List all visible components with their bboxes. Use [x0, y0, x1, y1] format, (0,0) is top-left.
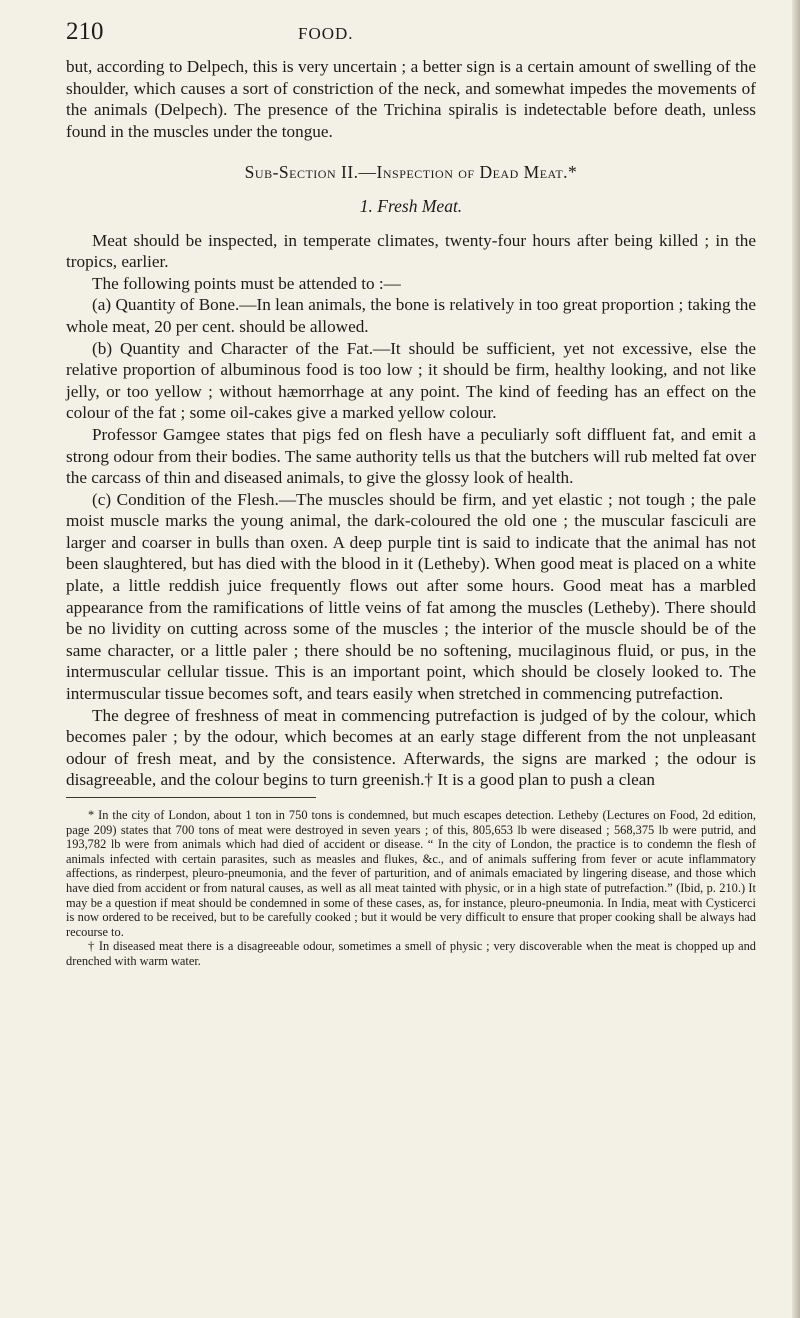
- footnote-rule: [66, 797, 316, 798]
- footnote: * In the city of London, about 1 ton in 750 tons is condemned, but much escapes detection. Letheby (Lectures on Food, 2d edition, page 209) states that 700 tons of meat were destroyed in seven years ; of this, 805,653 lb were diseased ; 568,375 lb were putrid, and 193,782 lb were from animals which had died of accident or disease. “ In the city of London, the practice is to condemn the flesh of animals infected with certain parasites, such as measles and flukes, &c., and of animals suffering from fever or acute inflammatory affections, as rinderpest, pleuro-pneumonia, and the fever of parturition, and of animals emaciated by lingering disease, and those which have died from accident or from natural causes, as well as all meat tainted with physic, or in a high state of putrefaction.” (Ibid, p. 210.) It may be a question if meat should be condemned in some of these cases, as, for instance, pleuro-pneumonia. In India, meat with Cysticerci is now ordered to be received, but to be carefully cooked ; but it would be very difficult to ensure that proper cooking shall be always had recourse to.: [66, 808, 756, 939]
- paragraph: Professor Gamgee states that pigs fed on flesh have a peculiarly soft diffluent fat, and emit a strong odour from their bodies. The same authority tells us that the butchers will rub melted fat over the carcass of thin and diseased animals, to give the glossy look of health.: [66, 424, 756, 488]
- paragraph: The following points must be attended to :—: [92, 273, 401, 293]
- paragraph-continued: but, according to Delpech, this is very uncertain ; a better sign is a certain amount of swelling of the shoulder, which causes a sort of constriction of the neck, and somewhat impedes the movements of the animals (Delpech). The presence of the Trichina spiralis is indetectable before death, unless found in the muscles under the tongue.: [66, 57, 756, 141]
- paragraph: (b) Quantity and Character of the Fat.—It should be sufficient, yet not excessive, else the relative proportion of albuminous food is too low ; it should be firm, healthy looking, and not like jelly, or too yellow ; without hæmorrhage at any point. The kind of feeding has an effect on the colour of the fat ; some oil-cakes give a marked yellow colour.: [66, 338, 756, 423]
- section-heading: Sub-Section II.—Inspection of Dead Meat.*: [244, 162, 578, 183]
- body-text: [66, 56, 756, 791]
- footnote: † In diseased meat there is a disagreeable odour, sometimes a smell of physic ; very discoverable when the meat is chopped up and drenched with warm water.: [66, 939, 756, 968]
- footnotes: [66, 808, 756, 969]
- paragraph: (c) Condition of the Flesh.—The muscles should be firm, and yet elastic ; not tough ; the pale moist muscle marks the young animal, the dark-coloured the old one ; the muscular fasciculi are larger and coarser in bulls than oxen. A deep purple tint is said to indicate that the animal has not been slaughtered, but has died with the blood in it (Letheby). When good meat is placed on a white plate, a little reddish juice frequently flows out after some hours. Good meat has a marbled appearance from the ramifications of little veins of fat among the muscles (Letheby). There should be no lividity on cutting across some of the muscles ; the interior of the muscle should be of the same character, or a little paler ; there should be no softening, mucilaginous fluid, or pus, in the intermuscular cellular tissue. This is an important point, which should be closely looked to. The intermuscular tissue becomes soft, and tears easily when stretched in commencing putrefaction.: [66, 489, 756, 704]
- page-header: [66, 18, 756, 48]
- page-number: 210: [66, 18, 104, 45]
- running-head: FOOD.: [298, 24, 354, 43]
- paragraph: (a) Quantity of Bone.—In lean animals, the bone is relatively in too great proportion ; taking the whole meat, 20 per cent. should be allowed.: [66, 295, 756, 336]
- page-edge-shadow: [792, 0, 800, 1318]
- paragraph: Meat should be inspected, in temperate climates, twenty-four hours after being killed ; in the tropics, earlier.: [66, 230, 756, 272]
- subsection-heading: 1. Fresh Meat.: [359, 195, 463, 216]
- paragraph: The degree of freshness of meat in commencing putrefaction is judged of by the colour, which becomes paler ; by the odour, which becomes at an early stage different from the not unpleasant odour of fresh meat, and by the consistence. Afterwards, the signs are marked ; the odour is disagreeable, and the colour begins to turn greenish.† It is a good plan to push a clean: [66, 705, 756, 790]
